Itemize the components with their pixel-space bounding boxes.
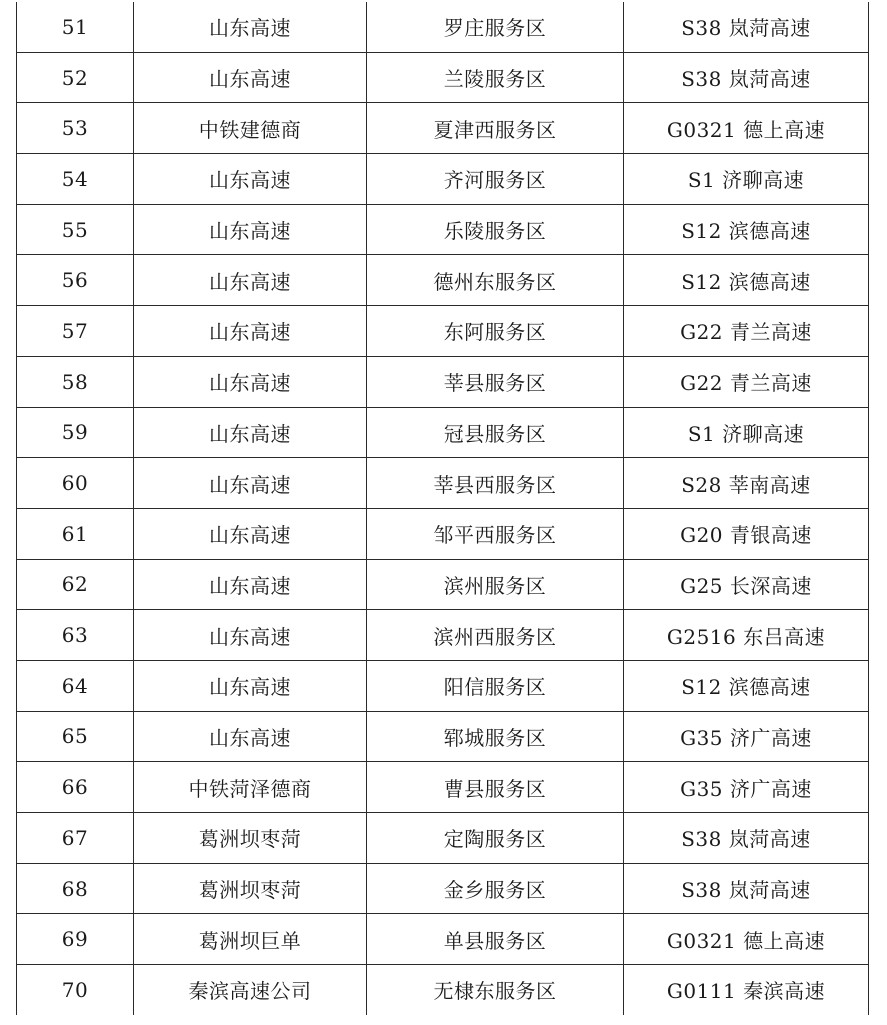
service-area-table bbox=[16, 2, 869, 1015]
operator-cell: 山东高速 bbox=[134, 154, 367, 205]
service-area-cell: 齐河服务区 bbox=[367, 154, 624, 205]
row-number-cell: 62 bbox=[17, 559, 134, 610]
service-area-cell: 乐陵服务区 bbox=[367, 204, 624, 255]
highway-cell: G0111 秦滨高速 bbox=[624, 965, 869, 1015]
operator-cell: 中铁菏泽德商 bbox=[134, 762, 367, 813]
highway-cell: G2516 东吕高速 bbox=[624, 610, 869, 661]
table-row bbox=[17, 255, 869, 306]
highway-cell: G0321 德上高速 bbox=[624, 103, 869, 154]
table-row bbox=[17, 204, 869, 255]
row-number-cell: 69 bbox=[17, 914, 134, 965]
table-row bbox=[17, 458, 869, 509]
service-area-cell: 阳信服务区 bbox=[367, 660, 624, 711]
highway-cell: G25 长深高速 bbox=[624, 559, 869, 610]
operator-cell: 葛洲坝枣菏 bbox=[134, 863, 367, 914]
row-number-cell: 56 bbox=[17, 255, 134, 306]
row-number-cell: 58 bbox=[17, 356, 134, 407]
row-number-cell: 68 bbox=[17, 863, 134, 914]
row-number-cell: 59 bbox=[17, 407, 134, 458]
table-row bbox=[17, 965, 869, 1015]
highway-cell: S28 莘南高速 bbox=[624, 458, 869, 509]
service-area-cell: 东阿服务区 bbox=[367, 306, 624, 357]
highway-cell: S1 济聊高速 bbox=[624, 154, 869, 205]
table-row bbox=[17, 660, 869, 711]
operator-cell: 山东高速 bbox=[134, 306, 367, 357]
row-number-cell: 57 bbox=[17, 306, 134, 357]
row-number-cell: 51 bbox=[17, 2, 134, 52]
operator-cell: 中铁建德商 bbox=[134, 103, 367, 154]
service-area-cell: 德州东服务区 bbox=[367, 255, 624, 306]
table-row bbox=[17, 52, 869, 103]
service-area-cell: 金乡服务区 bbox=[367, 863, 624, 914]
highway-cell: S12 滨德高速 bbox=[624, 255, 869, 306]
table-row bbox=[17, 2, 869, 52]
row-number-cell: 60 bbox=[17, 458, 134, 509]
table-row bbox=[17, 863, 869, 914]
service-area-cell: 定陶服务区 bbox=[367, 813, 624, 864]
operator-cell: 山东高速 bbox=[134, 610, 367, 661]
service-area-cell: 单县服务区 bbox=[367, 914, 624, 965]
table-row bbox=[17, 711, 869, 762]
service-area-cell: 无棣东服务区 bbox=[367, 965, 624, 1015]
row-number-cell: 63 bbox=[17, 610, 134, 661]
table-row bbox=[17, 103, 869, 154]
highway-cell: S38 岚菏高速 bbox=[624, 2, 869, 52]
row-number-cell: 54 bbox=[17, 154, 134, 205]
table-row bbox=[17, 154, 869, 205]
highway-cell: G35 济广高速 bbox=[624, 762, 869, 813]
operator-cell: 山东高速 bbox=[134, 204, 367, 255]
service-area-cell: 兰陵服务区 bbox=[367, 52, 624, 103]
operator-cell: 山东高速 bbox=[134, 52, 367, 103]
row-number-cell: 52 bbox=[17, 52, 134, 103]
operator-cell: 山东高速 bbox=[134, 356, 367, 407]
service-area-cell: 罗庄服务区 bbox=[367, 2, 624, 52]
operator-cell: 山东高速 bbox=[134, 458, 367, 509]
table-row bbox=[17, 306, 869, 357]
operator-cell: 山东高速 bbox=[134, 660, 367, 711]
table-row bbox=[17, 610, 869, 661]
row-number-cell: 65 bbox=[17, 711, 134, 762]
table-row bbox=[17, 407, 869, 458]
operator-cell: 葛洲坝巨单 bbox=[134, 914, 367, 965]
operator-cell: 山东高速 bbox=[134, 711, 367, 762]
operator-cell: 山东高速 bbox=[134, 559, 367, 610]
highway-cell: G22 青兰高速 bbox=[624, 356, 869, 407]
service-area-cell: 曹县服务区 bbox=[367, 762, 624, 813]
row-number-cell: 67 bbox=[17, 813, 134, 864]
operator-cell: 山东高速 bbox=[134, 2, 367, 52]
highway-cell: S1 济聊高速 bbox=[624, 407, 869, 458]
operator-cell: 山东高速 bbox=[134, 407, 367, 458]
service-area-cell: 冠县服务区 bbox=[367, 407, 624, 458]
service-area-cell: 邹平西服务区 bbox=[367, 508, 624, 559]
highway-cell: G20 青银高速 bbox=[624, 508, 869, 559]
highway-cell: G35 济广高速 bbox=[624, 711, 869, 762]
row-number-cell: 55 bbox=[17, 204, 134, 255]
highway-cell: G22 青兰高速 bbox=[624, 306, 869, 357]
operator-cell: 山东高速 bbox=[134, 508, 367, 559]
service-area-cell: 莘县服务区 bbox=[367, 356, 624, 407]
highway-cell: S38 岚菏高速 bbox=[624, 813, 869, 864]
row-number-cell: 61 bbox=[17, 508, 134, 559]
service-area-cell: 郓城服务区 bbox=[367, 711, 624, 762]
operator-cell: 山东高速 bbox=[134, 255, 367, 306]
table-row bbox=[17, 356, 869, 407]
operator-cell: 葛洲坝枣菏 bbox=[134, 813, 367, 864]
table-body bbox=[17, 2, 869, 1015]
highway-cell: G0321 德上高速 bbox=[624, 914, 869, 965]
service-area-cell: 滨州西服务区 bbox=[367, 610, 624, 661]
table-row bbox=[17, 559, 869, 610]
highway-cell: S38 岚菏高速 bbox=[624, 863, 869, 914]
row-number-cell: 53 bbox=[17, 103, 134, 154]
highway-cell: S12 滨德高速 bbox=[624, 204, 869, 255]
service-area-cell: 滨州服务区 bbox=[367, 559, 624, 610]
highway-cell: S12 滨德高速 bbox=[624, 660, 869, 711]
table-row bbox=[17, 914, 869, 965]
operator-cell: 秦滨高速公司 bbox=[134, 965, 367, 1015]
table-row bbox=[17, 813, 869, 864]
service-area-cell: 莘县西服务区 bbox=[367, 458, 624, 509]
highway-cell: S38 岚菏高速 bbox=[624, 52, 869, 103]
table-row bbox=[17, 762, 869, 813]
table-row bbox=[17, 508, 869, 559]
service-area-cell: 夏津西服务区 bbox=[367, 103, 624, 154]
row-number-cell: 70 bbox=[17, 965, 134, 1015]
row-number-cell: 64 bbox=[17, 660, 134, 711]
row-number-cell: 66 bbox=[17, 762, 134, 813]
